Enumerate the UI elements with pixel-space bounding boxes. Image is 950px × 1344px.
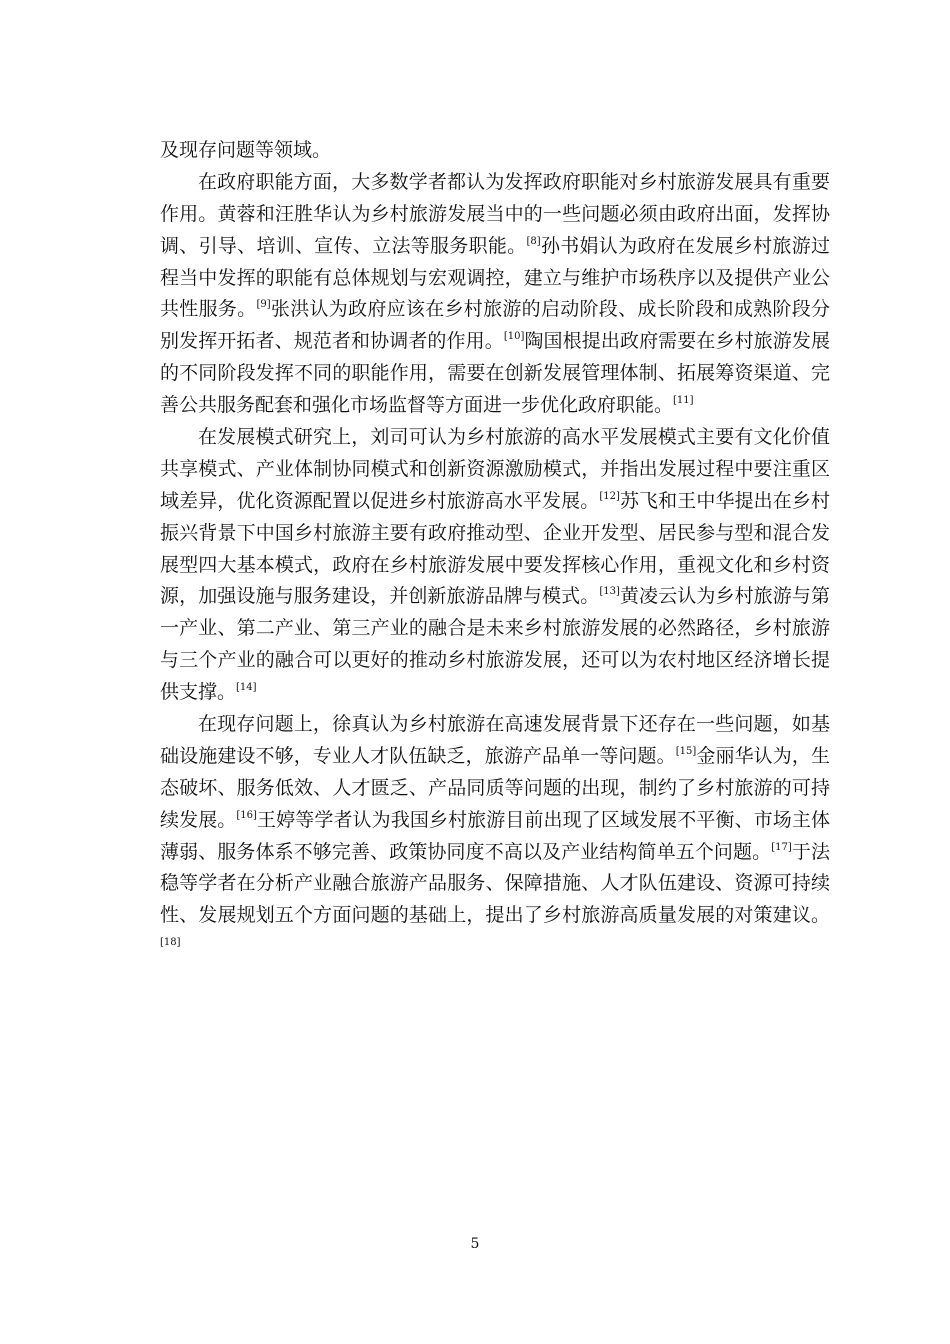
text-line: [160, 677, 830, 709]
citation-marker: [11]: [673, 395, 694, 407]
citation-marker: [9]: [256, 299, 271, 311]
text-run: 展型四大基本模式，政府在乡村旅游发展中要发挥核心作用，重视文化和乡村资: [160, 553, 830, 576]
text-line: [160, 326, 830, 358]
text-line: [160, 518, 830, 550]
text-run: 续发展。: [160, 808, 237, 831]
text-line: [160, 199, 830, 231]
text-line: [160, 932, 830, 964]
text-run: 础设施建设不够，专业人才队伍缺乏，旅游产品单一等问题。: [160, 744, 676, 767]
text-line: [160, 358, 830, 390]
text-run: 在政府职能方面，大多数学者都认为发挥政府职能对乡村旅游发展具有重要: [198, 170, 830, 193]
text-line: [160, 837, 830, 869]
text-run: 调、引导、培训、宣传、立法等服务职能。: [160, 234, 527, 257]
text-line: [160, 135, 830, 167]
text-run: 性、发展规划五个方面问题的基础上，提出了乡村旅游高质量发展的对策建议。: [160, 904, 830, 927]
text-run: 于法: [791, 840, 830, 863]
text-line: [160, 422, 830, 454]
text-run: 振兴背景下中国乡村旅游主要有政府推动型、企业开发型、居民参与型和混合发: [160, 521, 830, 544]
text-run: 黄凌云认为乡村旅游与第: [619, 585, 830, 608]
text-run: 一产业、第二产业、第三产业的融合是未来乡村旅游发展的必然路径，乡村旅游: [160, 617, 830, 640]
text-line: [160, 231, 830, 263]
text-line: [160, 645, 830, 677]
text-run: 态破坏、服务低效、人才匮乏、产品同质等问题的出现，制约了乡村旅游的可持: [160, 776, 830, 799]
text-run: 及现存问题等领域。: [160, 139, 332, 161]
text-run: 陶国根提出政府需要在乡村旅游发展: [524, 330, 830, 353]
text-run: 域差异，优化资源配置以促进乡村旅游高水平发展。: [160, 489, 600, 512]
text-line: [160, 486, 830, 518]
text-run: 苏飞和王中华提出在乡村: [619, 489, 830, 512]
text-run: 薄弱、服务体系不够完善、政策协同度不高以及产业结构简单五个问题。: [160, 840, 772, 863]
text-line: [160, 294, 830, 326]
text-line: [160, 709, 830, 741]
text-line: [160, 390, 830, 422]
text-line: [160, 550, 830, 582]
text-line: [160, 263, 830, 295]
text-line: [160, 773, 830, 805]
text-run: 孙书娟认为政府在发展乡村旅游过: [540, 234, 830, 257]
citation-marker: [14]: [236, 682, 257, 694]
text-run: 王婷等学者认为我国乡村旅游目前出现了区域发展不平衡、市场主体: [256, 808, 830, 831]
text-run: 作用。黄蓉和汪胜华认为乡村旅游发展当中的一些问题必须由政府出面，发挥协: [160, 202, 830, 225]
text-line: [160, 805, 830, 837]
page-number: 5: [470, 1236, 480, 1252]
citation-marker: [12]: [599, 490, 620, 502]
text-run: 的不同阶段发挥不同的职能作用，需要在创新发展管理体制、拓展筹资渠道、完: [160, 362, 830, 385]
text-run: 程当中发挥的职能有总体规划与宏观调控，建立与维护市场秩序以及提供产业公: [160, 266, 830, 289]
text-line: [160, 581, 830, 613]
text-run: 善公共服务配套和强化市场监督等方面进一步优化政府职能。: [160, 394, 674, 417]
text-run: 与三个产业的融合可以更好的推动乡村旅游发展，还可以为农村地区经济增长提: [160, 649, 830, 672]
document-body: [160, 135, 830, 964]
text-run: 别发挥开拓者、规范者和协调者的作用。: [160, 330, 504, 353]
citation-marker: [16]: [236, 809, 257, 821]
citation-marker: [18]: [160, 937, 181, 949]
text-line: [160, 900, 830, 932]
text-run: 源，加强设施与服务建设，并创新旅游品牌与模式。: [160, 585, 600, 608]
citation-marker: [17]: [771, 841, 792, 853]
citation-marker: [10]: [503, 331, 525, 343]
text-run: 在现存问题上，徐真认为乡村旅游在高速发展背景下还存在一些问题，如基: [198, 713, 830, 736]
text-run: 在发展模式研究上，刘司可认为乡村旅游的高水平发展模式主要有文化价值: [198, 426, 830, 449]
citation-marker: [8]: [526, 235, 541, 247]
text-run: 共享模式、产业体制协同模式和创新资源激励模式，并指出发展过程中要注重区: [160, 457, 830, 480]
citation-marker: [13]: [599, 586, 620, 598]
text-run: 稳等学者在分析产业融合旅游产品服务、保障措施、人才队伍建设、资源可持续: [160, 872, 830, 895]
text-line: [160, 868, 830, 900]
citation-marker: [15]: [675, 745, 697, 757]
text-line: [160, 613, 830, 645]
text-line: [160, 167, 830, 199]
text-run: 供支撑。: [160, 681, 237, 704]
text-run: 金丽华认为，生: [696, 744, 830, 767]
text-line: [160, 454, 830, 486]
text-run: 共性服务。: [160, 298, 257, 321]
text-line: [160, 741, 830, 773]
text-run: 张洪认为政府应该在乡村旅游的启动阶段、成长阶段和成熟阶段分: [270, 298, 830, 321]
